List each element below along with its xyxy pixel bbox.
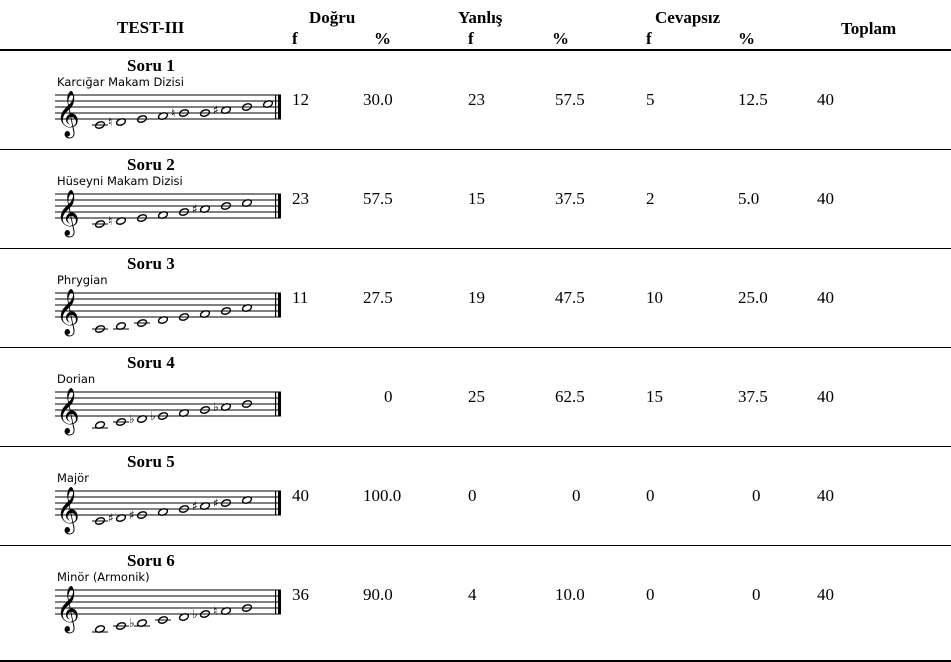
cell-total: 40 — [817, 288, 834, 307]
table-title: TEST-III — [117, 18, 185, 37]
treble-clef-icon: 𝄞 — [56, 190, 80, 236]
cell-yanlis-f: 23 — [468, 90, 485, 109]
question-title: Soru 3 — [127, 254, 175, 273]
cell-total: 40 — [817, 387, 834, 406]
subheader-percent: % — [552, 29, 569, 48]
row-separator — [0, 446, 951, 447]
cell-cevapsiz-percent: 12.5 — [738, 90, 768, 109]
cell-dogru-f: 36 — [292, 585, 309, 604]
barline — [275, 392, 276, 416]
cell-yanlis-percent: 47.5 — [555, 288, 585, 307]
final-barline — [278, 491, 281, 515]
music-staff — [40, 180, 280, 244]
subheader-f: f — [292, 29, 298, 48]
scale-label: Hüseyni Makam Dizisi — [57, 174, 183, 188]
final-barline — [278, 194, 281, 218]
sharp-icon: ♯ — [213, 496, 219, 510]
header-rule — [0, 49, 951, 51]
cell-cevapsiz-f: 15 — [646, 387, 663, 406]
sharp-icon: ♯ — [192, 202, 198, 216]
treble-clef-icon: 𝄞 — [56, 586, 80, 632]
row-separator — [0, 545, 951, 546]
question-title: Soru 4 — [127, 353, 175, 372]
flat-icon: ♭ — [213, 400, 219, 414]
cell-total: 40 — [817, 90, 834, 109]
scale-label: Karcığar Makam Dizisi — [57, 75, 184, 89]
question-title: Soru 2 — [127, 155, 175, 174]
cell-yanlis-f: 15 — [468, 189, 485, 208]
music-staff — [40, 576, 280, 640]
treble-clef-icon: 𝄞 — [56, 487, 80, 533]
music-staff — [40, 81, 280, 145]
natural-icon: ♮ — [213, 604, 218, 618]
subheader-f: f — [468, 29, 474, 48]
cell-yanlis-f: 4 — [468, 585, 477, 604]
cell-cevapsiz-f: 0 — [646, 585, 655, 604]
question-title: Soru 6 — [127, 551, 175, 570]
sharp-icon: ♯ — [213, 103, 219, 117]
final-barline — [278, 95, 281, 119]
cell-cevapsiz-percent: 0 — [752, 486, 761, 505]
flat-icon: ♭ — [129, 412, 135, 426]
cell-yanlis-percent: 62.5 — [555, 387, 585, 406]
cell-yanlis-percent: 10.0 — [555, 585, 585, 604]
cell-yanlis-percent: 0 — [572, 486, 581, 505]
cell-dogru-f: 11 — [292, 288, 309, 307]
music-staff — [40, 279, 280, 343]
group-header-yanlis: Yanlış — [458, 8, 503, 27]
cell-dogru-percent: 90.0 — [363, 585, 393, 604]
subheader-percent: % — [374, 29, 391, 48]
final-barline — [278, 590, 281, 614]
cell-yanlis-percent: 37.5 — [555, 189, 585, 208]
cell-total: 40 — [817, 189, 834, 208]
cell-cevapsiz-percent: 0 — [752, 585, 761, 604]
question-title: Soru 1 — [127, 56, 175, 75]
group-header-dogru: Doğru — [309, 8, 356, 27]
natural-icon: ♮ — [108, 214, 113, 228]
sharp-icon: ♯ — [192, 499, 198, 513]
flat-icon: ♭ — [129, 616, 135, 630]
subheader-percent: % — [738, 29, 755, 48]
cell-cevapsiz-percent: 37.5 — [738, 387, 768, 406]
barline — [275, 95, 276, 119]
natural-icon: ♮ — [108, 115, 113, 129]
cell-dogru-percent: 30.0 — [363, 90, 393, 109]
cell-cevapsiz-f: 5 — [646, 90, 655, 109]
natural-icon: ♮ — [171, 106, 176, 120]
scale-label: Minör (Armonik) — [57, 570, 150, 584]
scale-label: Phrygian — [57, 273, 108, 287]
group-header-cevapsiz: Cevapsız — [655, 8, 721, 27]
music-staff — [40, 378, 280, 442]
treble-clef-icon: 𝄞 — [56, 91, 80, 137]
row-separator — [0, 347, 951, 348]
music-staff — [40, 477, 280, 541]
barline — [275, 194, 276, 218]
cell-cevapsiz-f: 2 — [646, 189, 655, 208]
sharp-icon: ♯ — [108, 511, 114, 525]
flat-icon: ♭ — [150, 409, 156, 423]
barline — [275, 491, 276, 515]
flat-icon: ♭ — [192, 607, 198, 621]
final-barline — [278, 392, 281, 416]
cell-yanlis-f: 25 — [468, 387, 485, 406]
cell-dogru-percent: 57.5 — [363, 189, 393, 208]
scale-label: Majör — [57, 471, 89, 485]
cell-dogru-percent: 100.0 — [363, 486, 402, 505]
cell-dogru-f: 23 — [292, 189, 309, 208]
cell-cevapsiz-percent: 25.0 — [738, 288, 768, 307]
cell-cevapsiz-f: 10 — [646, 288, 663, 307]
question-title: Soru 5 — [127, 452, 175, 471]
cell-dogru-percent: 0 — [384, 387, 393, 406]
scale-label: Dorian — [57, 372, 96, 386]
cell-dogru-percent: 27.5 — [363, 288, 393, 307]
cell-dogru-f: 12 — [292, 90, 309, 109]
cell-yanlis-f: 19 — [468, 288, 485, 307]
final-barline — [278, 293, 281, 317]
treble-clef-icon: 𝄞 — [56, 289, 80, 335]
cell-cevapsiz-f: 0 — [646, 486, 655, 505]
subheader-f: f — [646, 29, 652, 48]
row-separator — [0, 149, 951, 150]
cell-total: 40 — [817, 486, 834, 505]
total-header: Toplam — [841, 19, 897, 38]
cell-total: 40 — [817, 585, 834, 604]
cell-yanlis-percent: 57.5 — [555, 90, 585, 109]
sharp-icon: ♯ — [129, 508, 135, 522]
barline — [275, 590, 276, 614]
treble-clef-icon: 𝄞 — [56, 388, 80, 434]
cell-yanlis-f: 0 — [468, 486, 477, 505]
barline — [275, 293, 276, 317]
cell-dogru-f: 40 — [292, 486, 309, 505]
cell-cevapsiz-percent: 5.0 — [738, 189, 760, 208]
row-separator — [0, 248, 951, 249]
